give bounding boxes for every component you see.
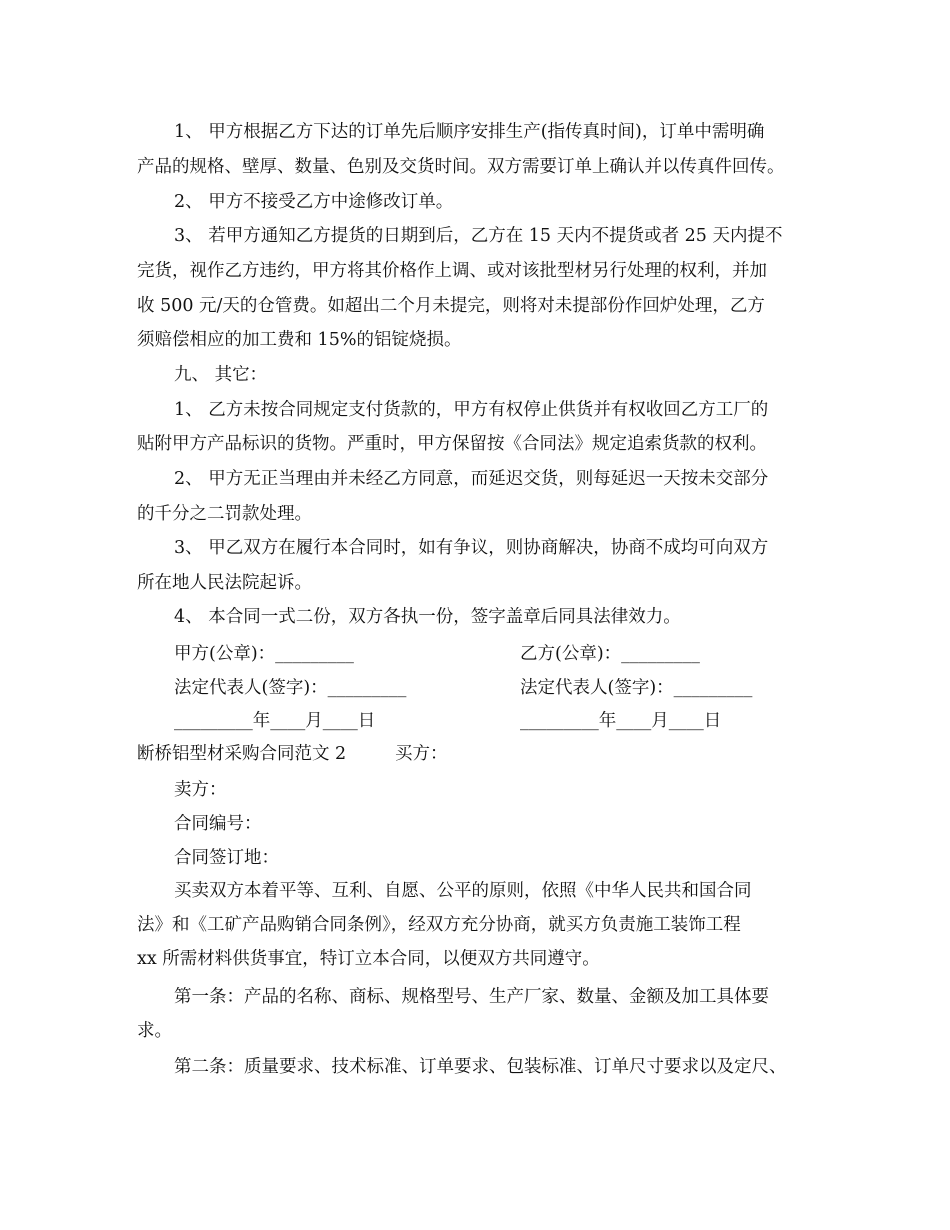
paragraph-line: 2、 甲方无正当理由并未经乙方同意，而延迟交货，则每延迟一天按未交部分 (174, 469, 769, 489)
paragraph-line: 完货，视作乙方违约，甲方将其价格作上调、或对该批型材另行处理的权利，并加 (137, 261, 767, 281)
paragraph-line: 3、 若甲方通知乙方提货的日期到后，乙方在 15 天内不提货或者 25 天内提不 (174, 226, 783, 246)
paragraph-line: 1、 乙方未按合同规定支付货款的，甲方有权停止供货并有权收回乙方工厂的 (174, 400, 769, 420)
paragraph-line: 1、 甲方根据乙方下达的订单先后顺序安排生产(指传真时间)，订单中需明确 (174, 122, 765, 142)
paragraph-line: 的千分之二罚款处理。 (137, 504, 312, 524)
contract-number-label: 合同编号： (174, 814, 262, 834)
contract-2-heading: 断桥铝型材采购合同范文 2 (137, 744, 347, 764)
seller-label: 卖方： (174, 780, 227, 800)
paragraph-line: 第一条：产品的名称、商标、规格型号、生产厂家、数量、金额及加工具体要 (174, 987, 769, 1007)
paragraph-line: 4、 本合同一式二份，双方各执一份，签字盖章后同具法律效力。 (174, 607, 681, 627)
paragraph-line: xx 所需材料供货事宜，特订立本合同，以便双方共同遵守。 (137, 949, 600, 969)
paragraph-line: 买卖双方本着平等、互利、自愿、公平的原则，依照《中华人民共和国合同 (174, 881, 752, 901)
party-b-seal: 乙方(公章)：_________ (520, 644, 700, 664)
paragraph-line: 收 500 元/天的仓管费。如超出二个月未提完，则将对未提部份作回炉处理，乙方 (137, 296, 765, 316)
party-a-seal: 甲方(公章)：_________ (174, 644, 354, 664)
paragraph-line: 须赔偿相应的加工费和 15%的铝锭烧损。 (137, 330, 462, 350)
paragraph-line: 贴附甲方产品标识的货物。严重时，甲方保留按《合同法》规定追索货款的权利。 (137, 434, 767, 454)
paragraph-line: 第二条：质量要求、技术标准、订单要求、包装标准、订单尺寸要求以及定尺、 (174, 1057, 787, 1077)
signing-place-label: 合同签订地： (174, 848, 279, 868)
paragraph-line: 3、 甲乙双方在履行本合同时，如有争议，则协商解决，协商不成均可向双方 (174, 538, 769, 558)
party-a-date: _________年____月____日 (174, 711, 376, 731)
paragraph-line: 产品的规格、壁厚、数量、色别及交货时间。双方需要订单上确认并以传真件回传。 (137, 157, 785, 177)
section-heading: 九、 其它： (174, 365, 268, 385)
party-a-representative: 法定代表人(签字)：_________ (174, 678, 407, 698)
paragraph-line: 求。 (137, 1021, 172, 1041)
party-b-representative: 法定代表人(签字)：_________ (520, 678, 753, 698)
paragraph-line: 2、 甲方不接受乙方中途修改订单。 (174, 192, 454, 212)
buyer-label: 买方： (395, 744, 448, 764)
paragraph-line: 所在地人民法院起诉。 (137, 573, 312, 593)
party-b-date: _________年____月____日 (520, 711, 722, 731)
paragraph-line: 法》和《工矿产品购销合同条例》，经双方充分协商，就买方负责施工装饰工程 (137, 915, 741, 935)
